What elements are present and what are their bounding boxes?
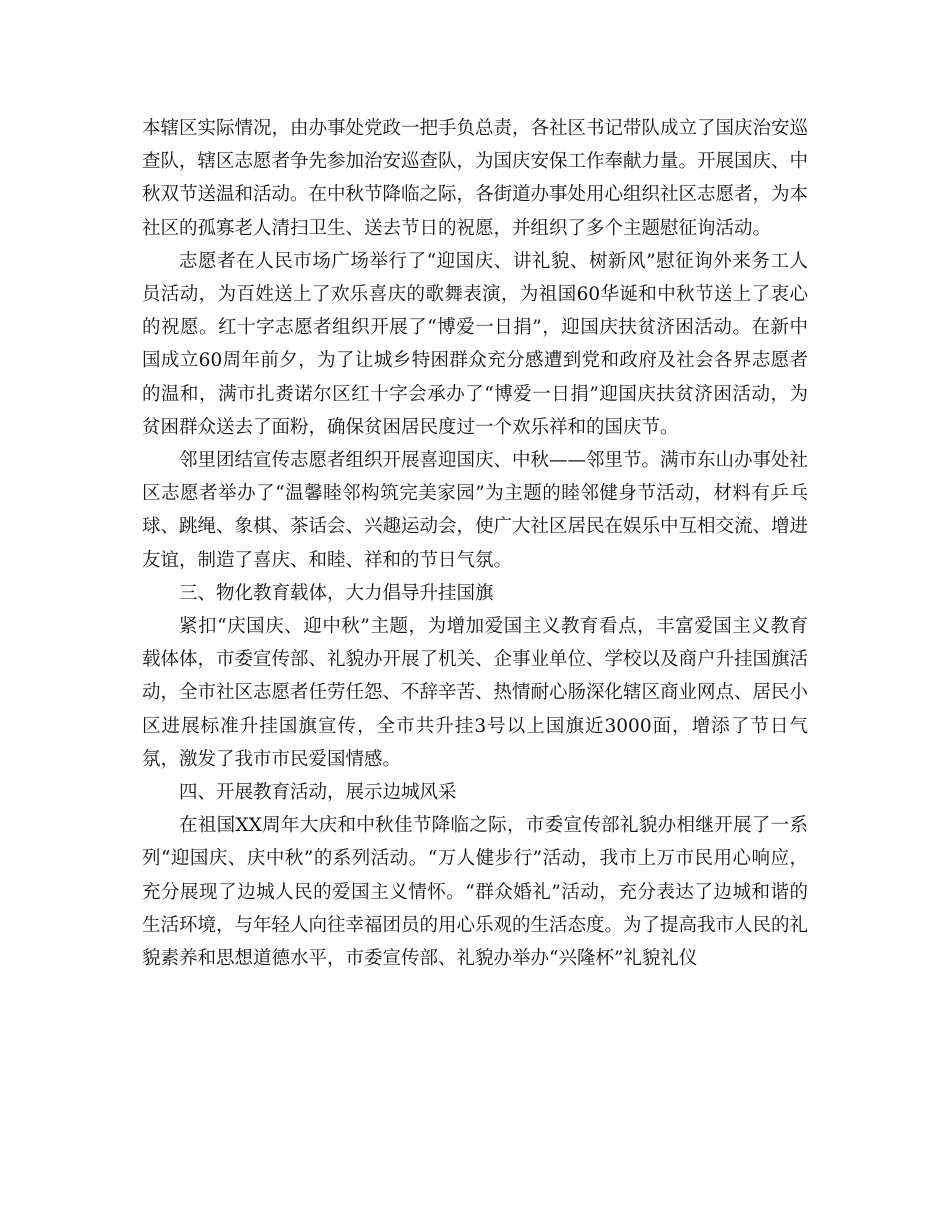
paragraph-flag-raising: 紧扣“庆国庆、迎中秋”主题，为增加爱国主义教育看点，丰富爱国主义教育载体体，市委宣传部、礼貌办开展了机关、企事业单位、学校以及商户升挂国旗活动，全市社区志愿者任劳任怨、不辞辛苦、热情耐心肠深化辖区商业网点、居民小区进展标准升挂国旗宣传，全市共升挂3号以上国旗近3000面，增添了节日气氛，激发了我市市民爱国情感。 (142, 616, 809, 770)
paragraph-education-activities: 在祖国XX周年大庆和中秋佳节降临之际，市委宣传部礼貌办相继开展了一系列“迎国庆、庆中秋”的系列活动。“万人健步行”活动，我市上万市民用心响应，充分展现了边城人民的爱国主义情怀。“群众婚礼”活动，充分表达了边城和谐的生活环境，与年轻人向往幸福团员的用心乐观的生活态度。为了提高我市人民的礼貌素养和思想道德水平，市委宣传部、礼貌办举办“兴隆杯”礼貌礼仪 (142, 815, 809, 970)
paragraph-volunteer-activities: 志愿者在人民市场广场举行了“迎国庆、讲礼貌、树新风”慰征询外来务工人员活动，为百姓送上了欢乐喜庆的歌舞表演，为祖国60华诞和中秋节送上了衷心的祝愿。红十字志愿者组织开展了“博爱一日捐”，迎国庆扶贫济困活动。在新中国成立60周年前夕，为了让城乡特困群众充分感遭到党和政府及社会各界志愿者的温和，满市扎赉诺尔区红十字会承办了“博爱一日捐”迎国庆扶贫济困活动，为贫困群众送去了面粉，确保贫困居民度过一个欢乐祥和的国庆节。 (142, 250, 808, 438)
paragraph-neighborhood-festival: 邻里团结宣传志愿者组织开展喜迎国庆、中秋——邻里节。满市东山办事处社区志愿者举办了“温馨睦邻构筑完美家园”为主题的睦邻健身节活动，材料有乒乓球、跳绳、象棋、茶话会、兴趣运动会，使广大社区居民在娱乐中互相交流、增进友谊，制造了喜庆、和睦、祥和的节日气氛。 (142, 450, 809, 571)
section-heading-flag-raising: 三、物化教育载体，大力倡导升挂国旗 (179, 582, 494, 604)
section-heading-education-activities: 四、开展教育活动，展示边城风采 (179, 782, 457, 804)
paragraph-continued: 本辖区实际情况，由办事处党政一把手负总责，各社区书记带队成立了国庆治安巡查队，辖区志愿者争先参加治安巡查队，为国庆安保工作奉献力量。开展国庆、中秋双节送温和活动。在中秋节降临之际，各街道办事处用心组织社区志愿者，为本社区的孤寡老人清扫卫生、送去节日的祝愿，并组织了多个主题慰征询活动。 (142, 118, 809, 239)
document-body (142, 112, 808, 975)
